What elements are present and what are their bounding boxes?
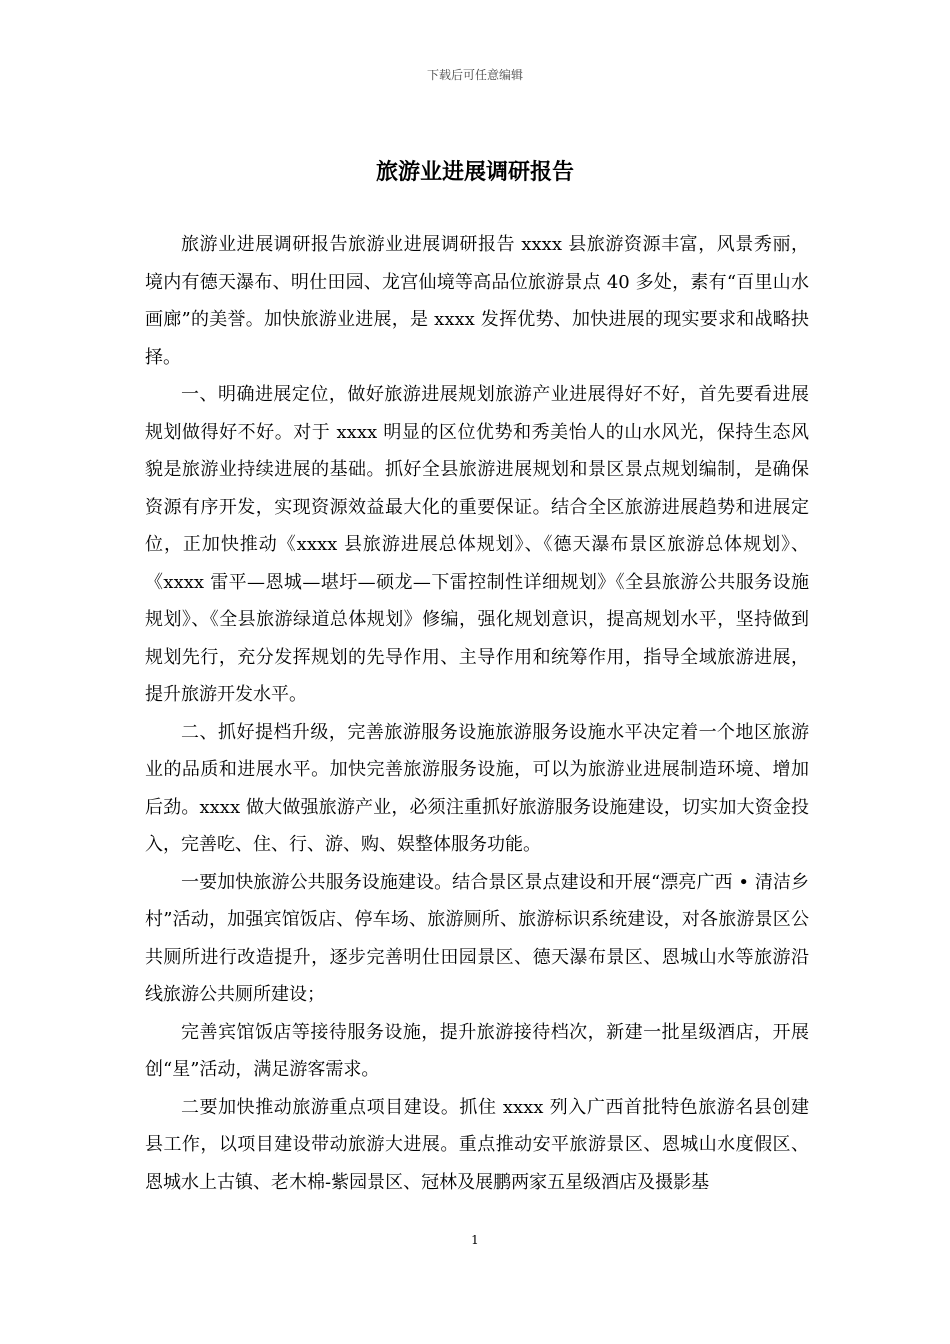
document-body (145, 226, 809, 1201)
paragraph-intro: 旅游业进展调研报告旅游业进展调研报告 xxxx 县旅游资源丰富，风景秀丽，境内有德天瀑布、明仕田园、龙宫仙境等高品位旅游景点 40 多处，素有“百里山水画廊”的美誉。加快旅游业进展，是 xxxx 发挥优势、加快进展的现实要求和战略抉择。 (145, 234, 809, 368)
paragraph-section-2: 二、抓好提档升级，完善旅游服务设施旅游服务设施水平决定着一个地区旅游业的品质和进展水平。加快完善旅游服务设施，可以为旅游业进展制造环境、增加后劲。xxxx 做大做强旅游产业，必须注重抓好旅游服务设施建设，切实加大资金投入，完善吃、住、行、游、购、娱整体服务功能。 (145, 721, 809, 855)
paragraph-item-1-cont: 完善宾馆饭店等接待服务设施，提升旅游接待档次，新建一批星级酒店，开展创“星”活动，满足游客需求。 (145, 1021, 809, 1080)
paragraph-section-1: 一、明确进展定位，做好旅游进展规划旅游产业进展得好不好，首先要看进展规划做得好不好。对于 xxxx 明显的区位优势和秀美怡人的山水风光，保持生态风貌是旅游业持续进展的基础。抓好全县旅游进展规划和景区景点规划编制，是确保资源有序开发，实现资源效益最大化的重要保证。结合全区旅游进展趋势和进展定位，正加快推动《xxxx 县旅游进展总体规划》、《德天瀑布景区旅游总体规划》、《xxxx 雷平—恩城—堪圩—硕龙—下雷控制性详细规划》《全县旅游公共服务设施规划》、《全县旅游绿道总体规划》修编，强化规划意识，提高规划水平，坚持做到规划先行，充分发挥规划的先导作用、主导作用和统筹作用，指导全域旅游进展，提升旅游开发水平。 (145, 384, 809, 705)
header-note: 下载后可任意编辑 (426, 68, 523, 82)
paragraph-item-2: 二要加快推动旅游重点项目建设。抓住 xxxx 列入广西首批特色旅游名县创建县工作，以项目建设带动旅游大进展。重点推动安平旅游景区、恩城山水度假区、恩城水上古镇、老木棉-紫园景区、冠林及展鹏两家五星级酒店及摄影基 (145, 1096, 809, 1193)
paragraph-item-1: 一要加快旅游公共服务设施建设。结合景区景点建设和开展“漂亮广西 • 清洁乡村”活动，加强宾馆饭店、停车场、旅游厕所、旅游标识系统建设，对各旅游景区公共厕所进行改造提升，逐步完善明仕田园景区、德天瀑布景区、恩城山水等旅游沿线旅游公共厕所建设； (145, 871, 809, 1005)
page-number: 1 (471, 1233, 479, 1247)
document-title: 旅游业进展调研报告 (375, 159, 574, 185)
